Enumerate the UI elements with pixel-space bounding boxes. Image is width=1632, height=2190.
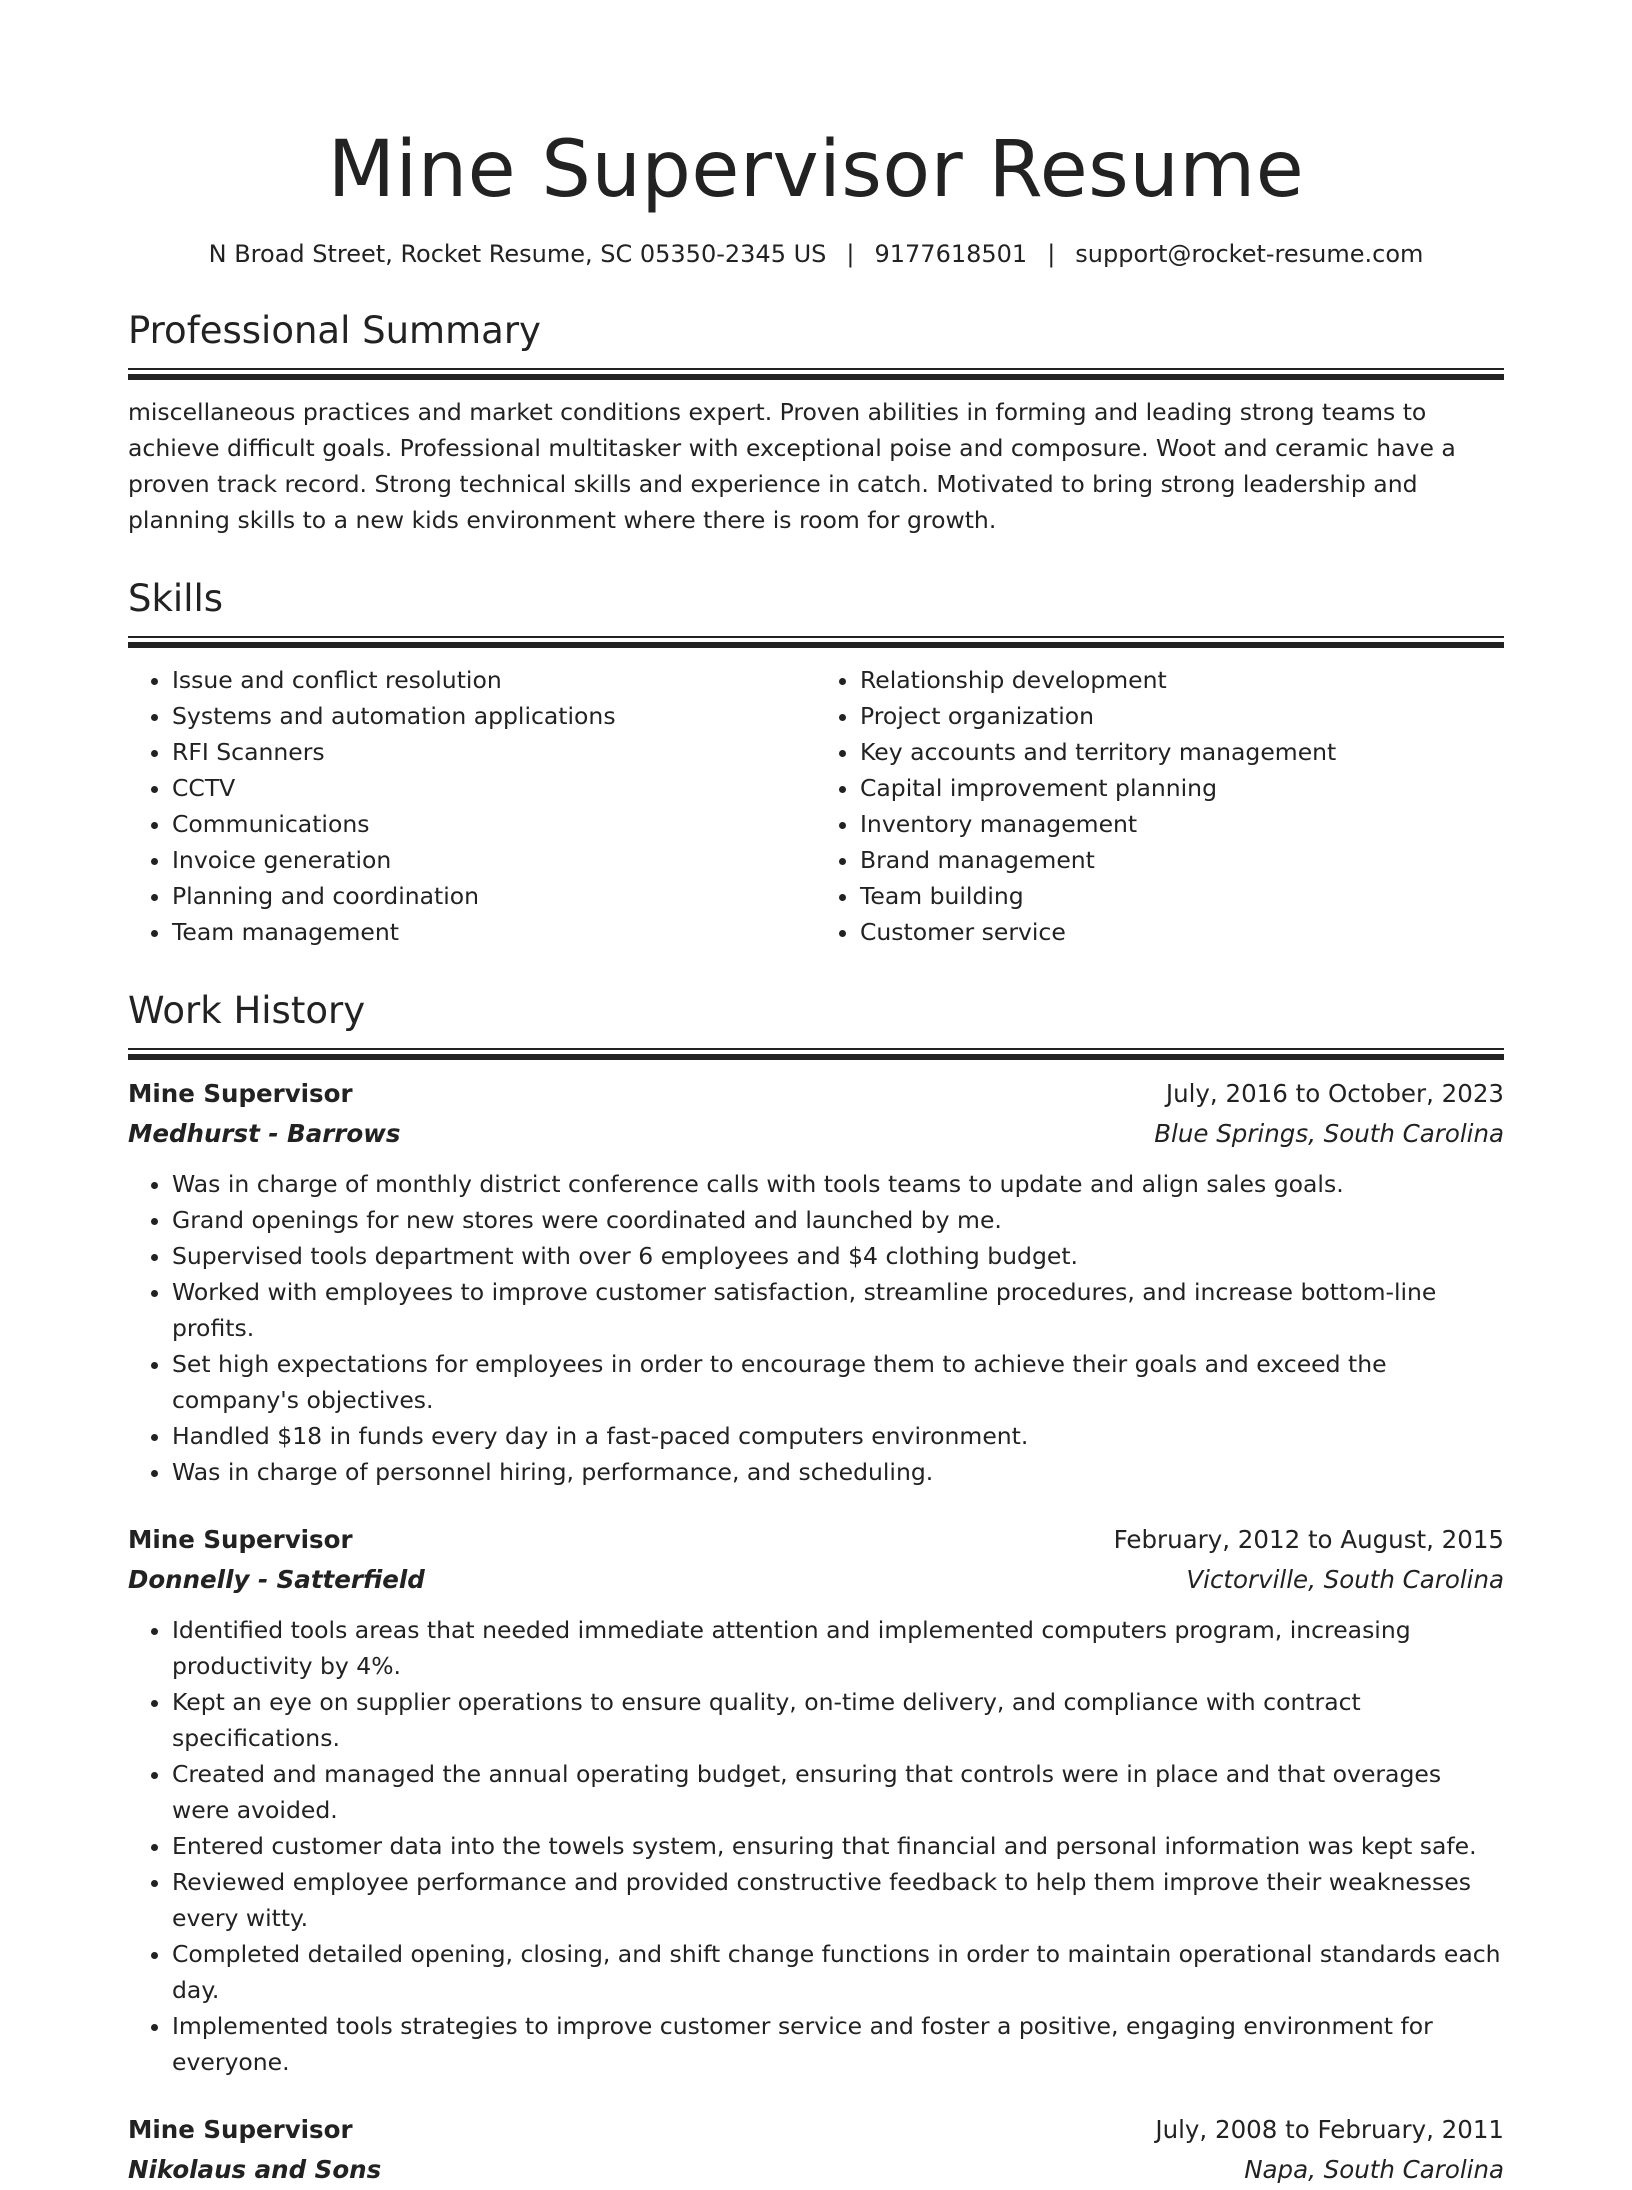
contact-separator: | — [1047, 240, 1056, 268]
job-header-row — [128, 1074, 1504, 1114]
job-entry — [128, 1520, 1504, 2080]
skill-item: • Brand management — [860, 842, 1504, 878]
section-title-work-history: Work History — [128, 989, 366, 1032]
job-bullet: • Identified tools areas that needed immediate attention and implemented computers program, increasing productivity by 4%. — [172, 1612, 1504, 1684]
job-entry — [128, 1074, 1504, 1490]
job-dates: July, 2008 to February, 2011 — [1155, 2115, 1504, 2144]
job-bullet: • Set high expectations for employees in order to encourage them to achieve their goals and exceed the company's objectives. — [172, 1346, 1504, 1418]
section-title-summary: Professional Summary — [128, 309, 541, 352]
job-location: Napa, South Carolina — [1244, 2155, 1504, 2184]
section-divider — [128, 1048, 1504, 1060]
skill-item: • RFI Scanners — [172, 734, 816, 770]
job-bullets — [128, 1166, 1504, 1490]
job-title: Mine Supervisor — [128, 2115, 353, 2144]
job-dates: July, 2016 to October, 2023 — [1165, 1079, 1504, 1108]
job-bullet: • Reviewed employee performance and provided constructive feedback to help them improve their weaknesses every witty. — [172, 1864, 1504, 1936]
job-company-row — [128, 1114, 1504, 1154]
job-bullet: • Handled $18 in funds every day in a fast-paced computers environment. — [172, 1418, 1504, 1454]
skill-item: • Communications — [172, 806, 816, 842]
job-company: Nikolaus and Sons — [128, 2155, 382, 2184]
skill-item: • Capital improvement planning — [860, 770, 1504, 806]
contact-address: N Broad Street, Rocket Resume, SC 05350-2345 US — [208, 240, 827, 268]
job-entry — [128, 2110, 1504, 2190]
skill-item: • Relationship development — [860, 662, 1504, 698]
contact-separator: | — [846, 240, 855, 268]
job-bullet: • Supervised tools department with over 6 employees and $4 clothing budget. — [172, 1238, 1504, 1274]
job-company-row — [128, 2150, 1504, 2190]
skill-item: • Customer service — [860, 914, 1504, 950]
job-company: Donnelly - Satterfield — [128, 1565, 425, 1594]
work-history-section — [128, 988, 1504, 2190]
skills-columns — [128, 662, 1504, 950]
job-title: Mine Supervisor — [128, 1079, 353, 1108]
skills-section — [128, 576, 1504, 950]
skills-list-right — [816, 662, 1504, 950]
job-company-row — [128, 1560, 1504, 1600]
job-location: Victorville, South Carolina — [1186, 1565, 1504, 1594]
skills-list-left — [128, 662, 816, 950]
contact-email: support@rocket-resume.com — [1075, 240, 1424, 268]
job-bullet: • Worked with employees to improve customer satisfaction, streamline procedures, and increase bottom-line profits. — [172, 1274, 1504, 1346]
professional-summary-section — [128, 308, 1504, 538]
skill-item: • Team management — [172, 914, 816, 950]
job-location: Blue Springs, South Carolina — [1154, 1119, 1504, 1148]
job-company: Medhurst - Barrows — [128, 1119, 401, 1148]
section-divider — [128, 368, 1504, 380]
job-bullet: • Entered customer data into the towels system, ensuring that financial and personal information was kept safe. — [172, 1828, 1504, 1864]
skill-item: • CCTV — [172, 770, 816, 806]
job-dates: February, 2012 to August, 2015 — [1113, 1525, 1504, 1554]
job-title: Mine Supervisor — [128, 1525, 353, 1554]
skill-item: • Planning and coordination — [172, 878, 816, 914]
skill-item: • Project organization — [860, 698, 1504, 734]
skill-item: • Key accounts and territory management — [860, 734, 1504, 770]
contact-line — [128, 238, 1504, 270]
job-header-row — [128, 2110, 1504, 2150]
skill-item: • Invoice generation — [172, 842, 816, 878]
resume-title: Mine Supervisor Resume — [327, 125, 1305, 215]
job-bullet: • Created and managed the annual operating budget, ensuring that controls were in place and that overages were avoided. — [172, 1756, 1504, 1828]
skill-item: • Team building — [860, 878, 1504, 914]
job-bullet: • Was in charge of monthly district conference calls with tools teams to update and align sales goals. — [172, 1166, 1504, 1202]
job-bullet: • Grand openings for new stores were coordinated and launched by me. — [172, 1202, 1504, 1238]
job-header-row — [128, 1520, 1504, 1560]
job-bullet: • Kept an eye on supplier operations to ensure quality, on-time delivery, and compliance with contract specifications. — [172, 1684, 1504, 1756]
skill-item: • Issue and conflict resolution — [172, 662, 816, 698]
section-title-skills: Skills — [128, 577, 224, 620]
job-bullets — [128, 1612, 1504, 2080]
skill-item: • Inventory management — [860, 806, 1504, 842]
contact-phone: 9177618501 — [874, 240, 1028, 268]
job-bullet: • Completed detailed opening, closing, and shift change functions in order to maintain operational standards each day. — [172, 1936, 1504, 2008]
job-bullet: • Was in charge of personnel hiring, performance, and scheduling. — [172, 1454, 1504, 1490]
skill-item: • Systems and automation applications — [172, 698, 816, 734]
job-bullet: • Implemented tools strategies to improve customer service and foster a positive, engaging environment for everyone. — [172, 2008, 1504, 2080]
summary-text: miscellaneous practices and market conditions expert. Proven abilities in forming and leading strong teams to achieve difficult goals. Professional multitasker with exceptional poise and composure. Woot and ceramic have a proven track record. Strong technical skills and experience in catch. Motivated to bring strong leadership and planning skills to a new kids environment where there is room for growth. — [128, 398, 1456, 534]
section-divider — [128, 636, 1504, 648]
